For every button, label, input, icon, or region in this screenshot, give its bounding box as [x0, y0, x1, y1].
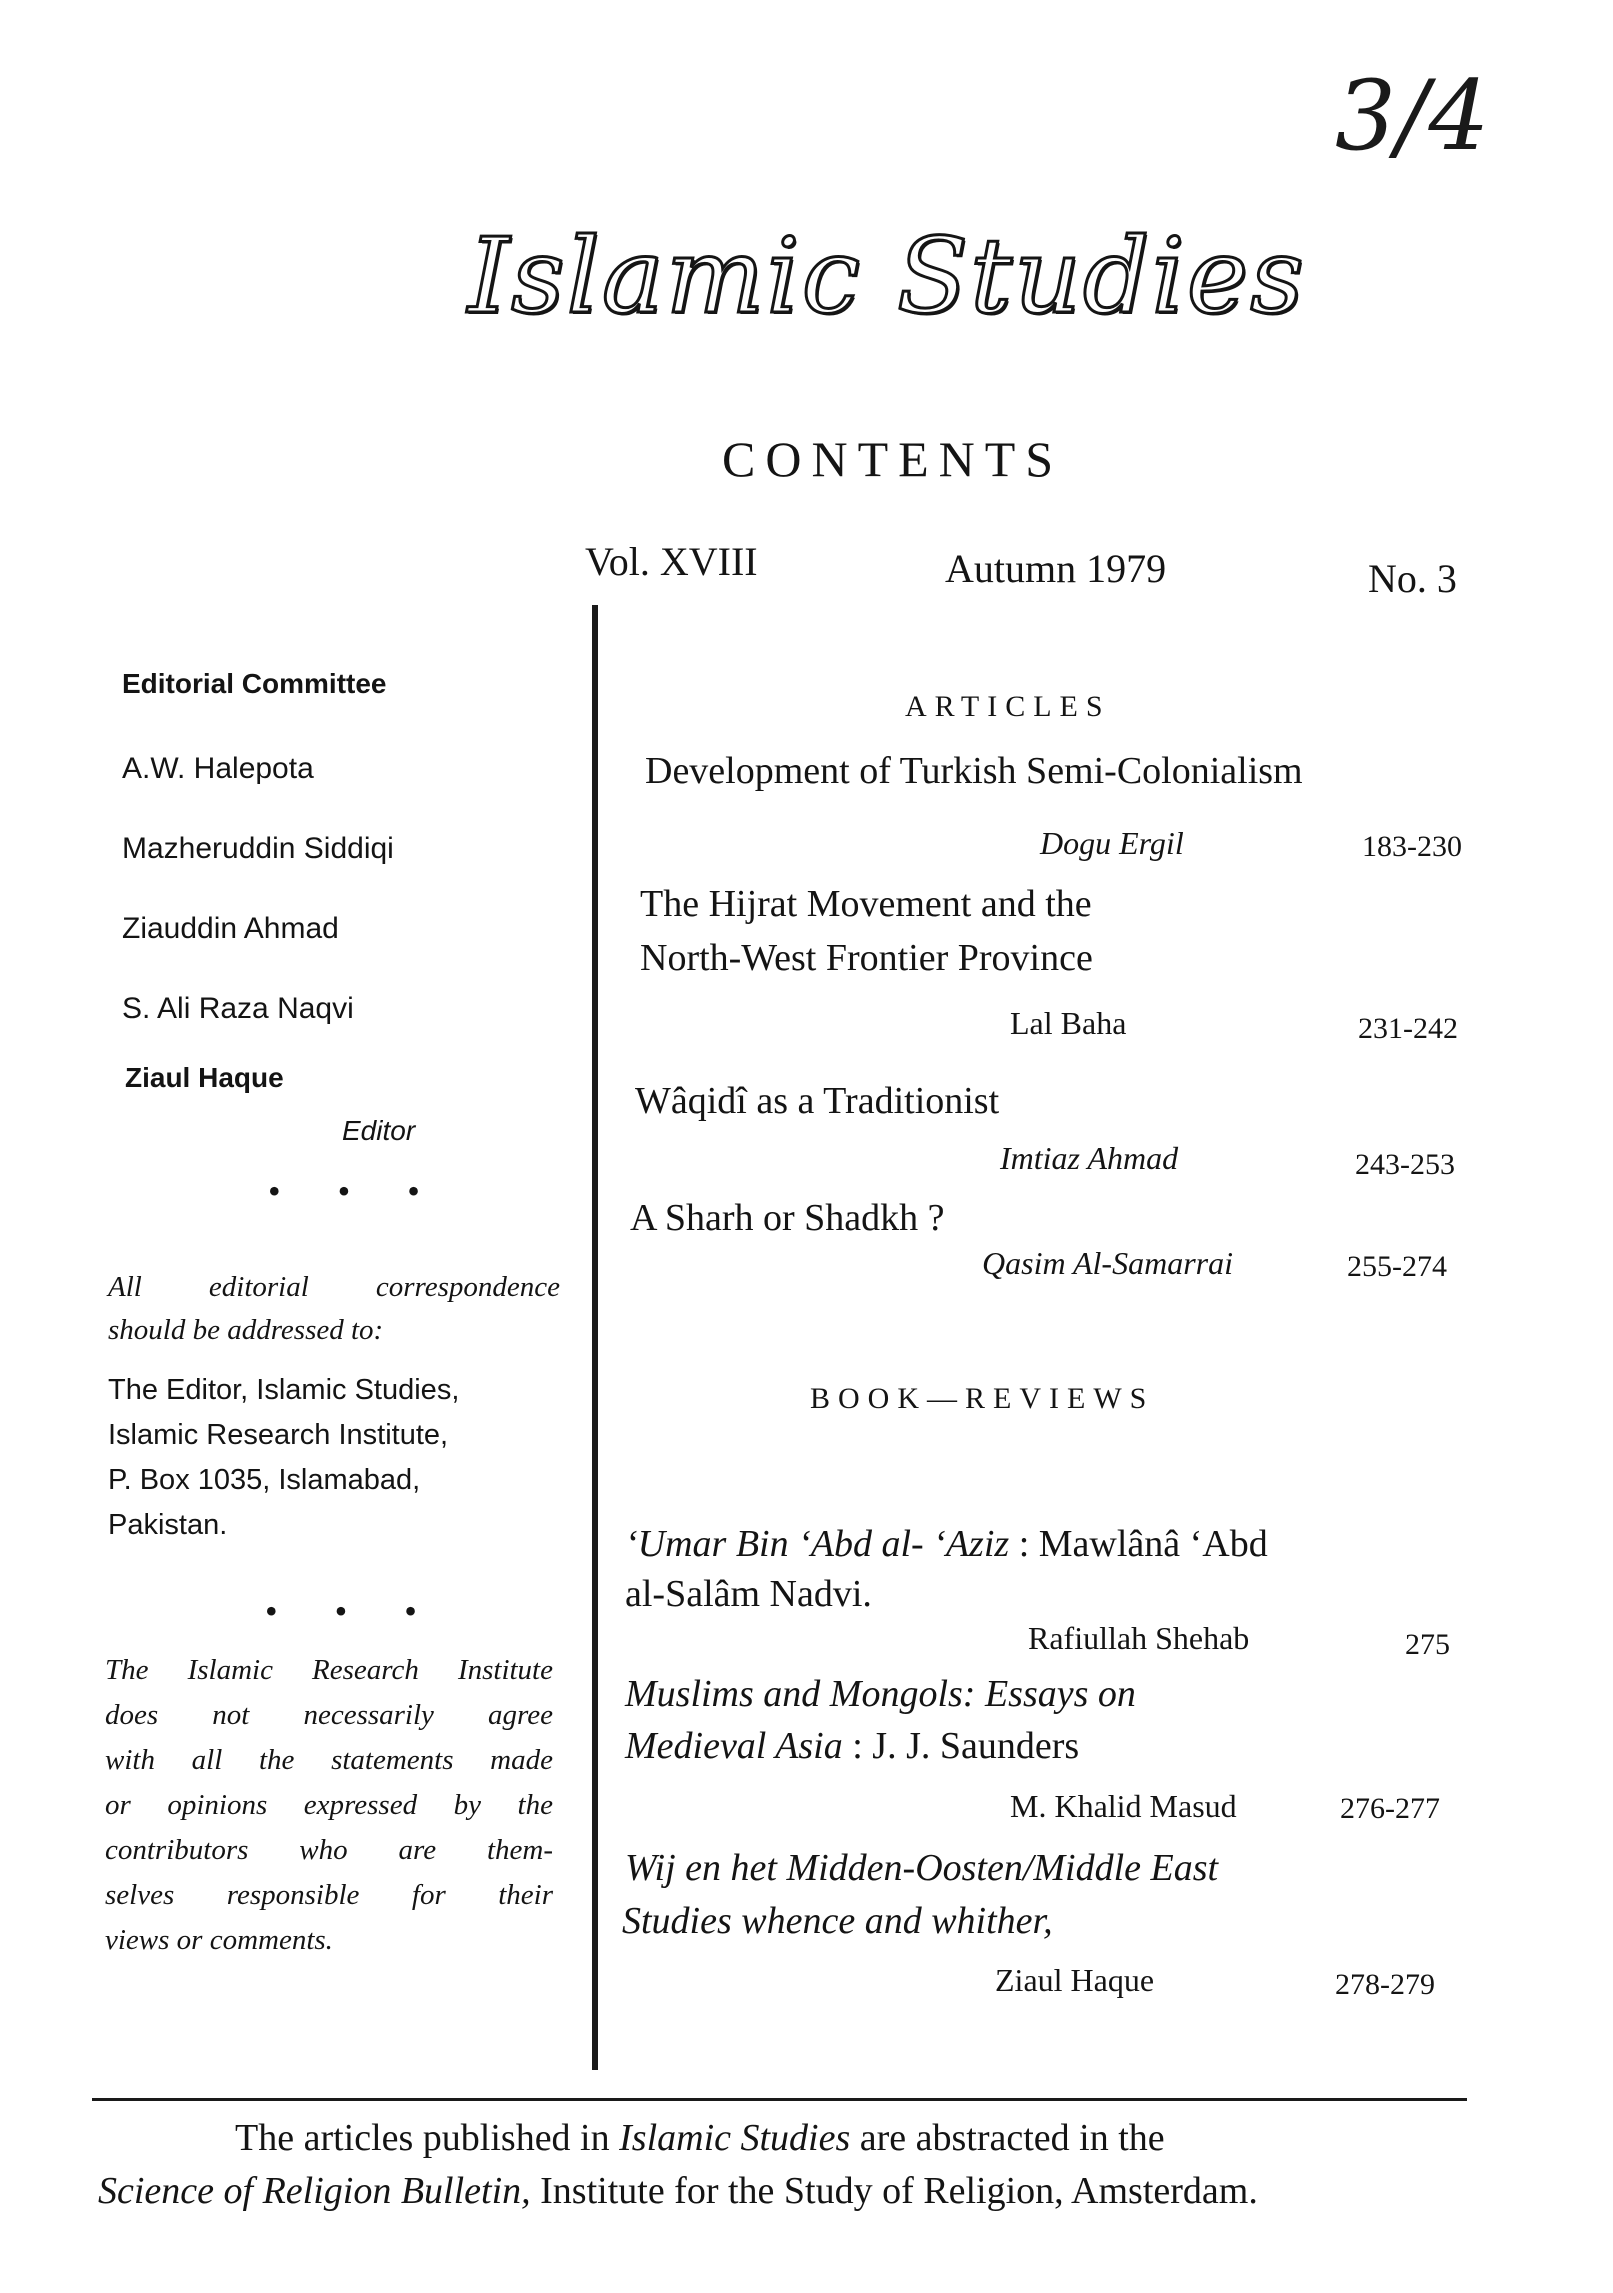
committee-heading: Editorial Committee	[122, 668, 387, 699]
disclaimer-line: The Islamic Research Institute	[105, 1654, 553, 1686]
separator-dots: • • •	[265, 1591, 441, 1631]
committee-member: A.W. Halepota	[122, 752, 314, 785]
article-title: The Hijrat Movement and the	[640, 883, 1092, 925]
review-book-title: Medieval Asia	[625, 1725, 843, 1767]
review-reviewer: Rafiullah Shehab	[1028, 1620, 1250, 1656]
review-title-rest: : J. J. Saunders	[842, 1725, 1080, 1767]
review-pages: 278-279	[1335, 1968, 1435, 2001]
review-title-line: al-Salâm Nadvi.	[625, 1573, 872, 1615]
reviews-heading: BOOK—REVIEWS	[810, 1382, 1155, 1415]
footer-text: are abstracted in the	[850, 2117, 1165, 2159]
editor-role: Editor	[342, 1115, 416, 1146]
footer-bulletin: Science of Religion Bulletin,	[98, 2170, 531, 2212]
column-divider	[592, 605, 598, 2070]
article-author: Imtiaz Ahmad	[1000, 1140, 1179, 1176]
review-pages: 276-277	[1340, 1792, 1440, 1825]
footer-text: The articles published in	[235, 2117, 620, 2159]
disclaimer-line: selves responsible for their	[105, 1879, 553, 1911]
committee-member: Mazheruddin Siddiqi	[122, 832, 394, 865]
review-title-line	[625, 1720, 1079, 1772]
review-pages: 275	[1405, 1628, 1450, 1661]
address-line: Pakistan.	[108, 1509, 228, 1541]
correspondence-line: should be addressed to:	[108, 1314, 384, 1346]
article-author: Qasim Al-Samarrai	[982, 1245, 1233, 1281]
address-line: The Editor, Islamic Studies,	[108, 1374, 460, 1406]
masthead-title: Islamic Studies	[468, 215, 1306, 337]
review-reviewer: Ziaul Haque	[995, 1962, 1155, 1998]
page-mark: 3/4	[1335, 60, 1490, 172]
article-title: North-West Frontier Province	[640, 937, 1093, 979]
footer-line-2	[98, 2165, 1258, 2217]
issue-number: No. 3	[1368, 556, 1457, 601]
review-reviewer: M. Khalid Masud	[1010, 1788, 1237, 1824]
review-title-line	[625, 1518, 1268, 1570]
correspondence-line: All editorial correspondence	[108, 1271, 560, 1303]
footer-line-1	[235, 2112, 1165, 2164]
disclaimer-line: does not necessarily agree	[105, 1699, 553, 1731]
review-title-line: Muslims and Mongols: Essays on	[625, 1673, 1136, 1715]
address-line: Islamic Research Institute,	[108, 1419, 449, 1451]
footer-text: Institute for the Study of Religion, Amsterdam.	[530, 2170, 1258, 2212]
article-author: Lal Baha	[1010, 1005, 1127, 1041]
article-pages: 183-230	[1362, 830, 1462, 863]
article-pages: 255-274	[1347, 1250, 1447, 1283]
review-book-title: ‘Umar Bin ‘Abd al- ‘Aziz	[625, 1523, 1010, 1565]
disclaimer-line: views or comments.	[105, 1924, 333, 1956]
committee-member: Ziauddin Ahmad	[122, 912, 339, 945]
committee-member-editor: Ziaul Haque	[125, 1062, 284, 1093]
disclaimer-line: or opinions expressed by the	[105, 1789, 553, 1821]
article-author: Dogu Ergil	[1040, 825, 1184, 861]
footer-rule	[92, 2098, 1467, 2101]
issue-season: Autumn 1979	[945, 546, 1167, 591]
articles-heading: ARTICLES	[905, 690, 1111, 723]
committee-member: S. Ali Raza Naqvi	[122, 992, 354, 1025]
disclaimer-line: contributors who are them-	[105, 1834, 553, 1866]
article-title: A Sharh or Shadkh ?	[630, 1197, 945, 1239]
article-pages: 243-253	[1355, 1148, 1455, 1181]
address-line: P. Box 1035, Islamabad,	[108, 1464, 421, 1496]
article-pages: 231-242	[1358, 1012, 1458, 1045]
review-title-rest: : Mawlânâ ‘Abd	[1009, 1523, 1268, 1565]
disclaimer-line: with all the statements made	[105, 1744, 553, 1776]
footer-journal: Islamic Studies	[619, 2117, 851, 2159]
volume-label: Vol. XVIII	[585, 539, 758, 584]
separator-dots: • • •	[268, 1171, 444, 1211]
review-title-line: Studies whence and whither,	[622, 1900, 1053, 1942]
article-title: Development of Turkish Semi-Colonialism	[645, 750, 1303, 792]
contents-heading: CONTENTS	[722, 431, 1064, 487]
review-title-line: Wij en het Midden-Oosten/Middle East	[625, 1847, 1219, 1889]
article-title: Wâqidî as a Traditionist	[635, 1080, 1000, 1122]
